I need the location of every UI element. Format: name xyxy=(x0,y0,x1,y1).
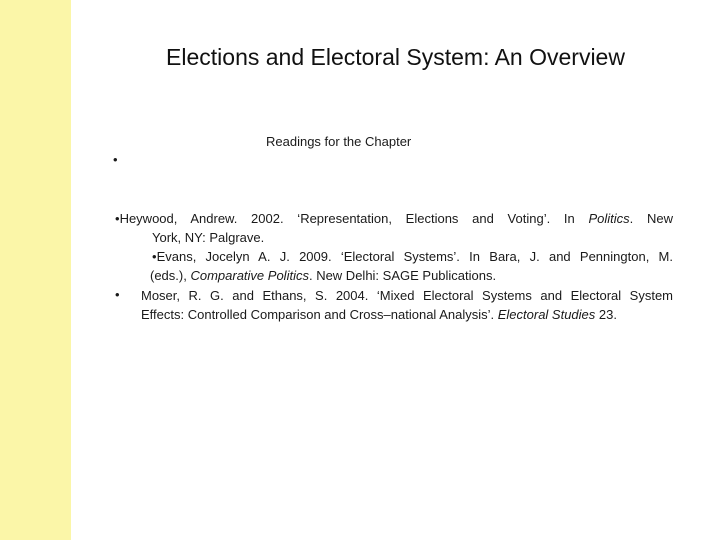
reference-evans-line-2: (eds.), Comparative Politics. New Delhi: SAGE Publications. xyxy=(150,268,497,283)
readings-subheading: Readings for the Chapter xyxy=(266,134,412,149)
book-title: Comparative Politics xyxy=(190,268,309,283)
reference-heywood-line-2: York, NY: Palgrave. xyxy=(152,230,265,245)
side-accent-bar xyxy=(0,0,71,540)
empty-bullet: • xyxy=(113,152,118,167)
reference-heywood-line-1: •Heywood, Andrew. 2002. ‘Representation, Elections and Voting’. In Politics. New xyxy=(115,211,673,226)
slide-title: Elections and Electoral System: An Overview xyxy=(166,44,625,70)
reference-bullet: • xyxy=(115,287,120,302)
book-title: Politics xyxy=(588,211,630,226)
reference-bullet: • xyxy=(152,249,157,264)
reference-evans-line-1: •Evans, Jocelyn A. J. 2009. ‘Electoral Systems’. In Bara, J. and Pennington, M. xyxy=(152,249,673,264)
reference-moser-line-2: Effects: Controlled Comparison and Cross–national Analysis’. Electoral Studies 23. xyxy=(141,307,617,322)
reference-moser-line-1: Moser, R. G. and Ethans, S. 2004. ‘Mixed Electoral Systems and Electoral System xyxy=(141,288,673,303)
reference-bullet: • xyxy=(115,211,120,226)
journal-title: Electoral Studies xyxy=(497,307,596,322)
